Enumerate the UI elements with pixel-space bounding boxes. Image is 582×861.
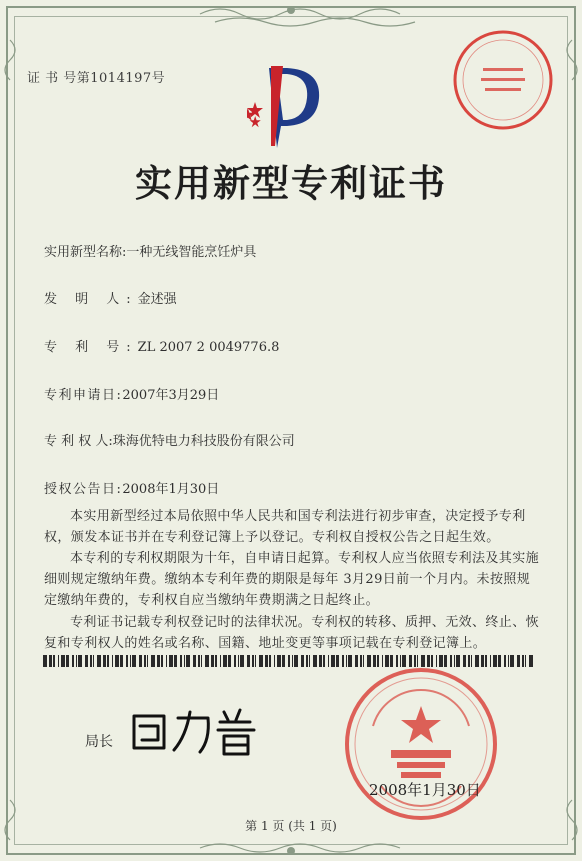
barcode-bar [309, 655, 310, 667]
barcode-bar [220, 655, 221, 667]
field-label: 发 明 人: [44, 292, 138, 307]
barcode-bar [157, 655, 160, 667]
barcode-bar [301, 655, 304, 667]
barcode-bar [205, 655, 209, 667]
barcode-bar [238, 655, 239, 667]
barcode-bar [228, 655, 231, 667]
field-grant-date [44, 478, 219, 497]
body-paragraph: 本专利的专利权期限为十年，自申请日起算。专利权人应当依照专利法及其实施细则规定缴纳年费。缴纳本专利年费的期限是每年 3月29日前一个月内。未按照规定缴纳年费的，专利权自应当缴纳年费期满之日起终止。 [44, 551, 540, 608]
barcode-bar [53, 655, 55, 667]
barcode-bar [288, 655, 290, 667]
barcode-bar [93, 655, 94, 667]
barcode-bar [85, 655, 88, 667]
barcode-bar [90, 655, 92, 667]
agency-stamp-icon [451, 28, 555, 132]
barcode-bar [525, 655, 526, 667]
barcode-bar [211, 655, 214, 667]
barcode-bar [306, 655, 308, 667]
barcode-bar [76, 655, 77, 667]
barcode-bar [277, 655, 281, 667]
barcode-bar [255, 655, 256, 667]
field-value: 珠海优特电力科技股份有限公司 [112, 434, 295, 449]
body-paragraph: 专利证书记载专利权登记时的法律状况。专利权的转移、质押、无效、终止、恢复和专利权人的姓名或名称、国籍、地址变更等事项记载在专利登记簿上。 [44, 615, 540, 651]
barcode-bar [259, 655, 263, 667]
barcode-bar [313, 655, 317, 667]
barcode-bar [193, 655, 196, 667]
barcode-bar [107, 655, 109, 667]
barcode-bar [112, 655, 113, 667]
director-label: 局长 [85, 734, 113, 750]
barcode-bar [115, 655, 119, 667]
barcode-bar [166, 655, 167, 667]
barcode-bar [66, 655, 69, 667]
barcode-bar [49, 655, 52, 667]
barcode-bar [78, 655, 82, 667]
body-paragraph: 本实用新型经过本局依照中华人民共和国专利法进行初步审查，决定授予专利权，颁发本证书并在专利登记簿上予以登记。专利权自授权公告之日起生效。 [44, 509, 526, 545]
field-inventor [44, 288, 177, 307]
barcode-bar [43, 655, 47, 667]
barcode-bar [61, 655, 65, 667]
barcode-bar [292, 655, 293, 667]
barcode-bar [294, 655, 298, 667]
barcode-bar [510, 655, 514, 667]
barcode-bar [517, 655, 520, 667]
barcode-bar [130, 655, 131, 667]
barcode-bar [147, 655, 148, 667]
field-value: 金述强 [137, 292, 177, 307]
barcode-bar [169, 655, 173, 667]
barcode-bar [58, 655, 59, 667]
barcode-bar [161, 655, 163, 667]
barcode-bar [252, 655, 254, 667]
field-label: 专 利 号: [44, 340, 138, 355]
barcode-bar [201, 655, 202, 667]
barcode-bar [265, 655, 268, 667]
field-value: 2007年3月29日 [122, 388, 220, 403]
field-label: 专利申请日: [44, 388, 123, 403]
barcode-bar [215, 655, 217, 667]
field-value: 2008年1月30日 [122, 482, 220, 497]
barcode-bar [223, 655, 227, 667]
barcode-bar [97, 655, 101, 667]
barcode-bar [529, 655, 533, 667]
barcode-bar [132, 655, 136, 667]
barcode-bar [522, 655, 524, 667]
barcode-bar [151, 655, 155, 667]
barcode-bar [282, 655, 285, 667]
barcode-bar [186, 655, 190, 667]
barcode-bar [72, 655, 74, 667]
issue-date: 2008年1月30日 [369, 781, 481, 799]
barcode-bar [336, 655, 339, 667]
barcode-bar [234, 655, 236, 667]
barcode-bar [103, 655, 106, 667]
field-label: 授权公告日: [44, 482, 123, 497]
field-application-date [44, 384, 219, 403]
page-indicator: 第 1 页 (共 1 页) [245, 819, 337, 833]
barcode-bar [174, 655, 177, 667]
certificate-title: 实用新型专利证书 [135, 161, 447, 205]
barcode-bar [144, 655, 146, 667]
barcode-bar [319, 655, 322, 667]
barcode-bar [269, 655, 271, 667]
field-patentee [44, 430, 295, 449]
field-label: 专 利 权 人: [44, 434, 113, 449]
barcode-bar [139, 655, 142, 667]
barcode-bar [180, 655, 182, 667]
barcode-bar [198, 655, 200, 667]
field-utility-model-name [44, 241, 256, 260]
barcode-bar [504, 655, 506, 667]
field-value: ZL 2007 2 0049776.8 [137, 340, 280, 355]
barcode-bar [126, 655, 128, 667]
certificate-number: 证 书 号第1014197号 [27, 71, 166, 86]
barcode-bar [331, 655, 335, 667]
barcode-bar [247, 655, 250, 667]
barcode-bar [184, 655, 185, 667]
field-patent-number [44, 336, 279, 355]
director-signature-icon [120, 700, 280, 760]
field-label: 实用新型名称: [44, 245, 127, 260]
barcode-bar [240, 655, 244, 667]
patent-office-logo-icon [247, 62, 327, 152]
barcode-bar [508, 655, 509, 667]
field-value: 一种无线智能烹饪炉具 [126, 245, 257, 260]
barcode-bar [274, 655, 275, 667]
barcode-bar [323, 655, 325, 667]
barcode-bar [120, 655, 123, 667]
barcode-bar [328, 655, 329, 667]
